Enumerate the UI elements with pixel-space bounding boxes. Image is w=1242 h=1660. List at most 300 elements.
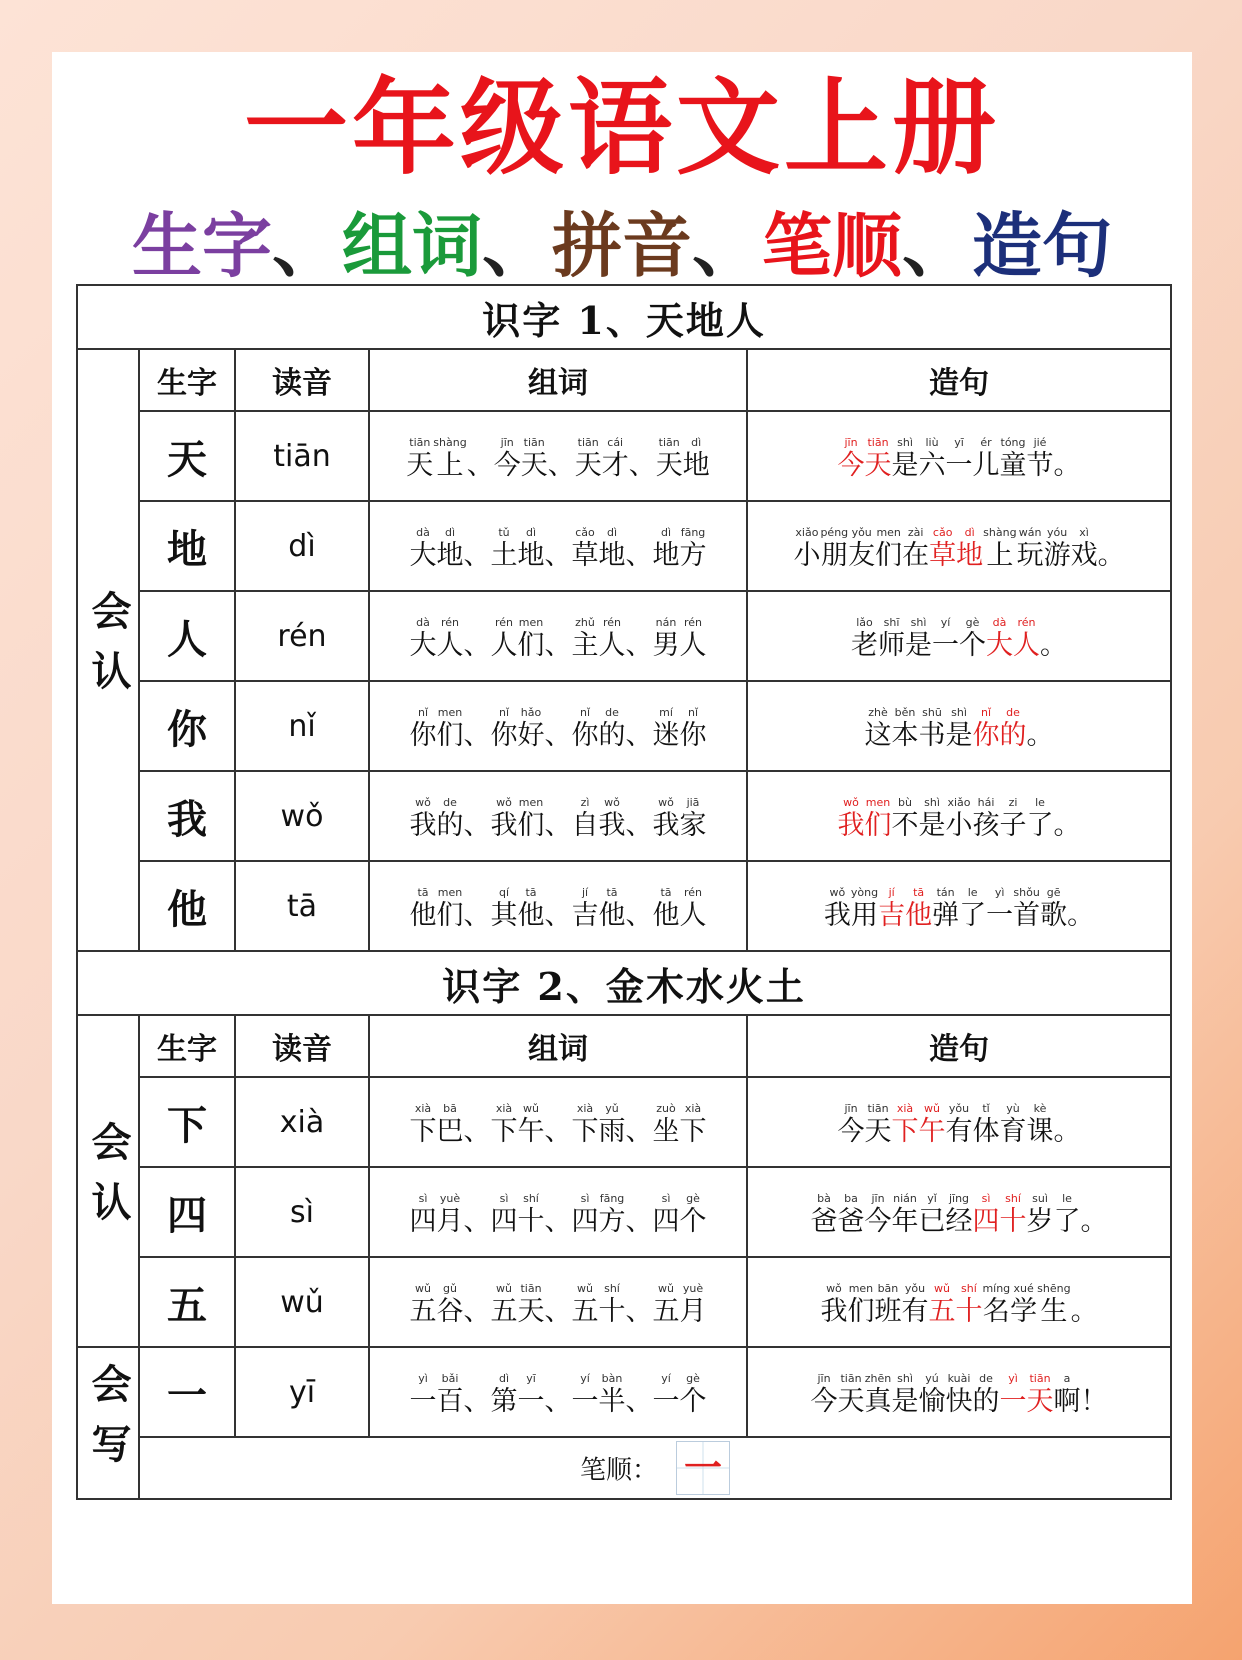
ruby-pinyin: wǔ [933,1281,950,1295]
ruby-hanzi: 五 [928,1295,956,1327]
sentence [747,411,1171,501]
ruby-char [820,1281,847,1328]
ruby-hanzi: 土 [490,539,518,571]
ruby-hanzi: 四 [490,1205,518,1237]
comma-separator: 、 [544,719,572,751]
ruby-pinyin: xiǎo [947,795,971,809]
ruby-char [1013,885,1040,932]
ruby-char [437,795,464,842]
sentence-line [820,1281,1097,1328]
ruby-hanzi: 吉 [571,899,599,931]
ruby-hanzi: 天 [864,1115,892,1147]
ruby-hanzi: 是 [905,629,933,661]
ruby-hanzi: 的 [436,809,464,841]
ruby-hanzi: 十 [955,1295,983,1327]
ruby-hanzi: 子 [999,809,1027,841]
ruby-char [491,795,518,842]
ruby-hanzi: 一 [932,629,960,661]
ruby-pinyin: tiān [840,1371,862,1385]
ruby-char [680,525,707,572]
ruby-hanzi: 四 [652,1205,680,1237]
subtitle-part: 组词 [342,205,482,287]
ruby-hanzi: 好 [517,719,545,751]
highlighted-char [956,525,983,572]
ruby-hanzi: 个 [679,1385,707,1417]
ruby-hanzi: 半 [598,1385,626,1417]
character-row [77,591,1171,681]
ruby-char [959,885,986,932]
ruby-hanzi: 是 [945,719,973,751]
ruby-pinyin: xiǎo [795,525,819,539]
ruby-pinyin: kè [1033,1101,1047,1115]
ruby-char [410,705,437,752]
ruby-char [599,1101,626,1148]
ruby-hanzi: 一 [571,1385,599,1417]
comma-separator: 、 [625,1385,653,1417]
ruby-pinyin: rén [1017,615,1036,629]
ruby-hanzi: 你 [679,719,707,751]
ruby-char [919,435,946,482]
ruby-pinyin: jí [888,885,895,899]
sentence [747,501,1171,591]
ruby-pinyin: lǎo [856,615,873,629]
ruby-char [824,885,851,932]
word-list [369,1347,747,1437]
highlighted-char [905,885,932,932]
stroke-order [139,1437,1171,1499]
ruby-pinyin: yǐ [927,1191,937,1205]
ruby-hanzi: 爸 [810,1205,838,1237]
ruby-char [1071,525,1098,572]
ruby-pinyin: liù [925,435,939,449]
sentence [747,681,1171,771]
ruby-char [437,1371,464,1418]
ruby-hanzi: 们 [847,1295,875,1327]
ruby-pinyin: tǔ [498,525,510,539]
ruby-hanzi: 用 [851,899,879,931]
ruby-hanzi: 四 [571,1205,599,1237]
highlighted-char [973,1191,1000,1238]
ruby-hanzi: 真 [864,1385,892,1417]
ruby-hanzi: 是 [891,449,919,481]
ruby-pinyin: yī [526,1371,536,1385]
ruby-char [437,615,464,662]
ruby-pinyin: wǒ [829,885,846,899]
ruby-hanzi: 弹 [932,899,960,931]
ruby-hanzi: 快 [945,1385,973,1417]
ruby-char [518,1371,545,1418]
ruby-char [491,885,518,932]
ruby-char [680,795,707,842]
ruby-hanzi: 育 [999,1115,1027,1147]
ruby-pinyin: yì [1008,1371,1018,1385]
ruby-char [1000,435,1027,482]
ruby-pinyin: nǐ [417,705,429,719]
ruby-pinyin: sì [580,1191,590,1205]
ruby-char [1054,1191,1081,1238]
ruby-char [838,1371,865,1418]
ruby-hanzi: 方 [598,1205,626,1237]
character-row [77,501,1171,591]
ruby-pinyin: tiān [577,435,599,449]
highlighted-char [878,885,905,932]
word-list [369,1167,747,1257]
ruby-char [437,1281,464,1328]
ruby-hanzi: 家 [679,809,707,841]
words-header: 组词 [369,1015,747,1077]
ruby-pinyin: tiān [523,435,545,449]
ruby-pinyin: xué [1013,1281,1034,1295]
ruby-hanzi: 天 [517,1295,545,1327]
reading-header: 读音 [235,1015,369,1077]
ruby-pinyin: nǐ [687,705,699,719]
ruby-pinyin: bǎi [441,1371,459,1385]
pinyin: sì [235,1167,369,1257]
ruby-hanzi: 小 [793,539,821,571]
ruby-hanzi: 的 [598,719,626,751]
pinyin: wǔ [235,1257,369,1347]
character: 天 [139,411,235,501]
word-list [369,501,747,591]
ruby-hanzi: 童 [999,449,1027,481]
ruby-pinyin: rén [683,885,703,899]
ruby-pinyin: fāng [599,1191,625,1205]
character-row [77,681,1171,771]
comma-separator: 、 [463,629,491,661]
ruby-char [892,435,919,482]
ruby-hanzi: 们 [875,539,903,571]
ruby-hanzi: 男 [652,629,680,661]
ruby-pinyin: bā [443,1101,457,1115]
words-header: 组词 [369,349,747,411]
ruby-pinyin: shí [523,1191,539,1205]
subtitle-separator: 、 [902,205,972,287]
ruby-char [518,615,545,662]
ruby-pinyin: shì [897,1371,913,1385]
ruby-char [518,795,545,842]
ruby-pinyin: tiān [520,1281,542,1295]
ruby-hanzi: 人 [436,629,464,661]
ruby-pinyin: yí [580,1371,590,1385]
ruby-hanzi: 书 [918,719,946,751]
ruby-hanzi: 节 [1026,449,1054,481]
ruby-pinyin: wǔ [496,1281,512,1295]
comma-separator: 、 [463,1205,491,1237]
ruby-char [946,435,973,482]
ruby-char [437,1101,464,1148]
ruby-pinyin: yù [1006,1101,1020,1115]
ruby-pinyin: nǐ [579,705,591,719]
comma-separator: 、 [544,1385,572,1417]
ruby-char [851,885,878,932]
ruby-pinyin: wǒ [826,1281,842,1295]
ruby-char [919,1371,946,1418]
ruby-hanzi: 草 [929,539,957,571]
highlighted-char [1000,1191,1027,1238]
highlighted-char [1027,1371,1054,1418]
subtitle-separator: 、 [482,205,552,287]
ruby-char [410,1191,437,1238]
ruby-hanzi: 一 [409,1385,437,1417]
ruby-char [973,1101,1000,1148]
pinyin: tā [235,861,369,951]
ruby-char [494,435,521,482]
comma-separator: 、 [544,1205,572,1237]
highlighted-char [919,1101,946,1148]
ruby-char [892,1191,919,1238]
ruby-pinyin: zuò [656,1101,676,1115]
comma-separator: 、 [466,449,494,481]
comma-separator: 、 [544,539,572,571]
ruby-hanzi: 们 [436,719,464,751]
ruby-char [653,885,680,932]
word-line [410,1371,707,1418]
ruby-char [406,435,433,482]
ruby-char [680,885,707,932]
ruby-pinyin: wǒ [843,795,859,809]
comma-separator: 、 [625,719,653,751]
ruby-pinyin: běn [894,705,916,719]
subtitle-separator: 、 [272,205,342,287]
ruby-pinyin: a [1063,1371,1071,1385]
comma-separator: 、 [463,719,491,751]
ruby-hanzi: 歌 [1040,899,1068,931]
ruby-hanzi: 本 [891,719,919,751]
ruby-hanzi: 地 [436,539,464,571]
ruby-pinyin: men [437,885,463,899]
comma-separator: 、 [544,629,572,661]
ruby-pinyin: xià [684,1101,702,1115]
sentence-line [793,525,1124,572]
ruby-hanzi: 的 [999,719,1027,751]
character: 五 [139,1257,235,1347]
ruby-char [875,525,902,572]
highlighted-char [973,705,1000,752]
ruby-pinyin: rén [683,615,703,629]
ruby-char [599,705,626,752]
sentence-end: ！ [1080,1385,1108,1417]
ruby-char [572,885,599,932]
ruby-char [572,615,599,662]
ruby-pinyin: shì [924,795,940,809]
ruby-char [572,1101,599,1148]
ruby-char [653,795,680,842]
ruby-pinyin: le [1062,1191,1072,1205]
ruby-pinyin: wǔ [415,1281,431,1295]
ruby-char [865,1101,892,1148]
ruby-hanzi: 今 [837,1115,865,1147]
ruby-pinyin: rén [602,615,622,629]
ruby-char [851,615,878,662]
ruby-pinyin: zhēn [864,1371,892,1385]
character: 一 [139,1347,235,1437]
ruby-hanzi: 天 [864,449,892,481]
word-line [410,795,707,842]
ruby-hanzi: 上 [986,539,1014,571]
ruby-char [602,435,629,482]
ruby-char [811,1371,838,1418]
char-header: 生字 [139,349,235,411]
ruby-hanzi: 天 [837,1385,865,1417]
highlighted-char [865,435,892,482]
ruby-char [572,1191,599,1238]
ruby-char [518,1281,545,1328]
ruby-pinyin: zhǔ [575,615,595,629]
ruby-char [838,1101,865,1148]
ruby-char [1027,435,1054,482]
character-row [77,861,1171,951]
sentence-line [824,885,1094,932]
ruby-hanzi: 你 [490,719,518,751]
ruby-hanzi: 在 [902,539,930,571]
ruby-pinyin: tiān [867,1101,889,1115]
character: 你 [139,681,235,771]
vocab-table [76,284,1172,1500]
ruby-hanzi: 一 [517,1385,545,1417]
ruby-hanzi: 今 [810,1385,838,1417]
ruby-pinyin: xià [495,1101,513,1115]
highlighted-char [838,435,865,482]
ruby-char [683,435,710,482]
ruby-char [793,525,820,572]
sentence-end: 。 [1067,899,1095,931]
ruby-pinyin: suì [1032,1191,1048,1205]
word-line [410,1191,707,1238]
ruby-pinyin: yì [418,1371,428,1385]
sentence-line [811,1191,1108,1238]
ruby-pinyin: gè [686,1371,700,1385]
highlighted-char [1000,705,1027,752]
section-title-row [77,285,1171,349]
ruby-pinyin: xì [1079,525,1089,539]
ruby-pinyin: le [1035,795,1045,809]
ruby-pinyin: péng [820,525,849,539]
ruby-hanzi: 名 [982,1295,1010,1327]
ruby-pinyin: yǒu [948,1101,970,1115]
ruby-char [575,435,602,482]
ruby-char [521,435,548,482]
ruby-char [919,1191,946,1238]
ruby-pinyin: dà [992,615,1007,629]
ruby-hanzi: 一 [999,1385,1027,1417]
ruby-pinyin: shí [1005,1191,1021,1205]
ruby-pinyin: bà [817,1191,831,1205]
ruby-pinyin: yóu [1046,525,1068,539]
character-row [77,771,1171,861]
ruby-hanzi: 我 [598,809,626,841]
pinyin: yī [235,1347,369,1437]
ruby-pinyin: wǒ [604,795,620,809]
reading-header: 读音 [235,349,369,411]
sentence [747,1257,1171,1347]
ruby-pinyin: tiān [658,435,680,449]
pinyin: xià [235,1077,369,1167]
ruby-char [599,1371,626,1418]
ruby-pinyin: yī [954,435,964,449]
ruby-char [491,525,518,572]
comma-separator: 、 [544,1115,572,1147]
ruby-hanzi: 儿 [972,449,1000,481]
ruby-hanzi: 十 [517,1205,545,1237]
ruby-char [653,1191,680,1238]
ruby-hanzi: 我 [820,1295,848,1327]
page-subtitle [52,204,1192,288]
ruby-pinyin: dà [416,525,430,539]
ruby-pinyin: men [437,705,463,719]
word-line [410,1101,707,1148]
ruby-pinyin: men [518,615,544,629]
ruby-char [599,795,626,842]
ruby-hanzi: 下 [490,1115,518,1147]
ruby-hanzi: 大 [409,629,437,661]
ruby-hanzi: 是 [891,1385,919,1417]
ruby-hanzi: 月 [436,1205,464,1237]
ruby-hanzi: 愉 [918,1385,946,1417]
sentence-end: 。 [1026,719,1054,751]
ruby-char [1027,795,1054,842]
stroke-order-label: 笔顺： [580,1455,659,1486]
ruby-pinyin: ba [844,1191,858,1205]
ruby-pinyin: dà [416,615,430,629]
ruby-hanzi: 们 [517,809,545,841]
ruby-hanzi: 五 [409,1295,437,1327]
ruby-char [680,1281,707,1328]
ruby-pinyin: tiān [867,435,889,449]
sentence [747,1347,1171,1437]
highlighted-char [865,795,892,842]
comma-separator: 、 [625,809,653,841]
ruby-char [865,1371,892,1418]
character: 我 [139,771,235,861]
comma-separator: 、 [463,539,491,571]
ruby-pinyin: tā [913,885,925,899]
ruby-hanzi: 他 [409,899,437,931]
ruby-pinyin: rén [440,615,460,629]
subtitle-part: 生字 [132,205,272,287]
ruby-hanzi: 人 [598,629,626,661]
ruby-hanzi: 人 [1013,629,1041,661]
ruby-char [680,1371,707,1418]
ruby-char [1027,1101,1054,1148]
sentence-end: 。 [1080,1205,1108,1237]
ruby-pinyin: gè [965,615,980,629]
ruby-hanzi: 四 [409,1205,437,1237]
highlighted-char [928,1281,955,1328]
character-row [77,1257,1171,1347]
sentence-line [838,795,1081,842]
ruby-char [1037,1281,1070,1328]
stroke-char: 一 [684,1445,723,1490]
ruby-char [410,1281,437,1328]
ruby-char [848,525,875,572]
ruby-hanzi: 地 [956,539,984,571]
ruby-char [1040,885,1067,932]
comma-separator: 、 [463,1115,491,1147]
ruby-pinyin: hái [977,795,995,809]
ruby-pinyin: wǔ [523,1101,539,1115]
ruby-pinyin: shī [883,615,900,629]
ruby-hanzi: 五 [571,1295,599,1327]
subtitle-separator: 、 [692,205,762,287]
highlighted-char [1000,1371,1027,1418]
sentence [747,861,1171,951]
ruby-pinyin: bù [898,795,912,809]
ruby-pinyin: shǒu [1013,885,1040,899]
pinyin: tiān [235,411,369,501]
ruby-pinyin: zi [1008,795,1018,809]
ruby-pinyin: ér [980,435,992,449]
ruby-pinyin: tiān [409,435,431,449]
